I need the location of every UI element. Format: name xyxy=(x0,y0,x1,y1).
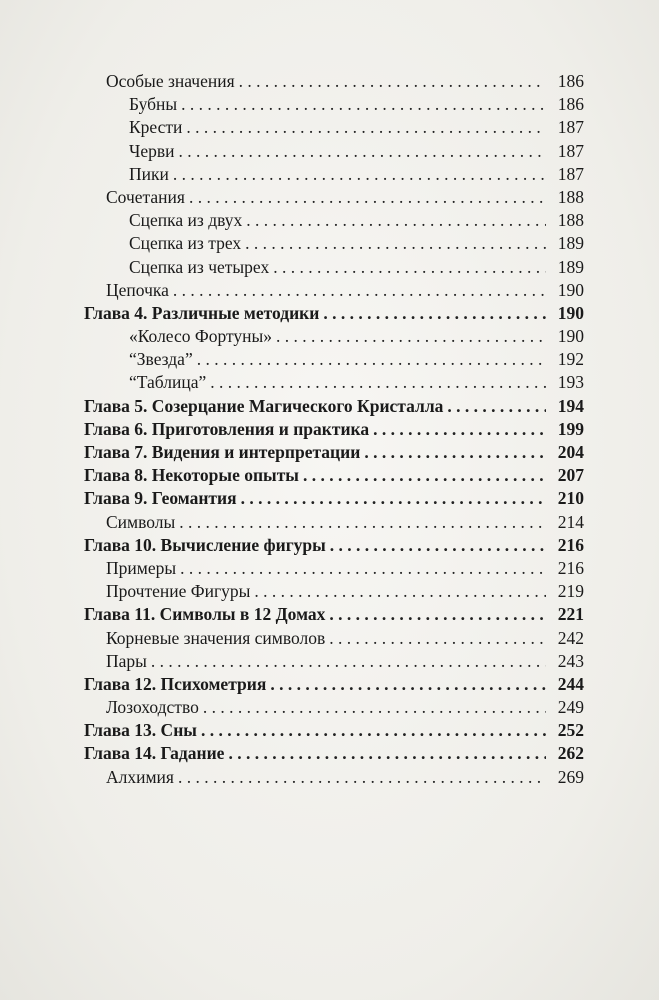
dot-leader xyxy=(228,742,546,765)
toc-section-entry xyxy=(84,627,584,650)
toc-entry-title: Глава 7. Видения и интерпретации xyxy=(84,442,361,462)
toc-entry-title: Черви xyxy=(129,140,175,161)
toc-entry-page-number: 193 xyxy=(557,372,584,393)
dot-leader xyxy=(245,232,546,255)
toc-section-entry xyxy=(84,279,584,302)
dot-leader xyxy=(329,627,546,650)
toc-entry-title: Особые значения xyxy=(106,71,235,91)
dot-leader xyxy=(189,186,546,209)
toc-entry-title: Глава 12. Психометрия xyxy=(84,673,267,694)
toc-entry-page-number: 186 xyxy=(557,94,584,115)
dot-leader xyxy=(364,441,546,464)
toc-section-entry xyxy=(84,696,584,719)
toc-entry-title: Глава 13. Сны xyxy=(84,720,197,741)
toc-entry-page-number: 187 xyxy=(557,117,584,138)
toc-entry-title: Сцепка из четырех xyxy=(129,256,270,277)
toc-entry-page-number: 204 xyxy=(557,442,584,462)
dot-leader xyxy=(329,603,546,626)
toc-chapter-entry xyxy=(84,673,584,696)
toc-section-entry xyxy=(84,650,584,673)
dot-leader xyxy=(203,696,546,719)
toc-entry-page-number: 192 xyxy=(557,349,584,370)
dot-leader xyxy=(373,418,546,441)
toc-section-entry xyxy=(84,511,584,534)
toc-entry-title: Глава 6. Приготовления и практика xyxy=(84,418,370,439)
toc-section-entry xyxy=(84,163,584,186)
toc-entry-page-number: 252 xyxy=(557,720,584,741)
toc-section-entry xyxy=(84,186,584,209)
toc-entry-page-number: 187 xyxy=(557,163,584,184)
toc-entry-title: Прочтение Фигуры xyxy=(106,581,251,602)
dot-leader xyxy=(186,116,546,139)
toc-entry-page-number: 219 xyxy=(557,581,584,602)
toc-entry-page-number: 189 xyxy=(557,233,584,254)
toc-entry-title: Алхимия xyxy=(106,766,174,787)
toc-section-entry xyxy=(84,116,584,139)
toc-entry-title: Пары xyxy=(106,650,147,671)
toc-chapter-entry xyxy=(84,742,584,765)
toc-section-entry xyxy=(84,256,584,279)
toc-entry-title: Глава 11. Символы в 12 Домах xyxy=(84,604,326,625)
toc-entry-title: Символы xyxy=(106,511,176,532)
dot-leader xyxy=(180,557,546,580)
toc-section-entry xyxy=(84,140,584,163)
toc-section-entry xyxy=(84,70,584,93)
dot-leader xyxy=(179,511,546,534)
toc-entry-page-number: 194 xyxy=(557,395,584,416)
toc-chapter-entry xyxy=(84,464,584,487)
toc-section-entry xyxy=(84,325,584,348)
dot-leader xyxy=(323,302,546,325)
toc-entry-page-number: 244 xyxy=(557,673,584,694)
toc-entry-page-number: 216 xyxy=(557,534,584,555)
dot-leader xyxy=(270,673,546,696)
toc-entry-title: Бубны xyxy=(129,94,178,115)
toc-entry-page-number: 187 xyxy=(557,140,584,161)
toc-chapter-entry xyxy=(84,487,584,510)
toc-entry-title: Глава 14. Гадание xyxy=(84,743,225,764)
toc-section-entry xyxy=(84,371,584,394)
toc-entry-page-number: 189 xyxy=(557,256,584,277)
toc-entry-title: Глава 10. Вычисление фигуры xyxy=(84,534,326,555)
toc-entry-page-number: 262 xyxy=(557,743,584,764)
toc-entry-title: «Колесо Фортуны» xyxy=(129,326,273,347)
toc-entry-page-number: 210 xyxy=(557,488,584,509)
toc-entry-page-number: 242 xyxy=(557,627,584,648)
toc-entry-page-number: 216 xyxy=(557,557,584,578)
toc-entry-title: Лозоходство xyxy=(106,697,199,718)
toc-entry-title: Цепочка xyxy=(106,279,169,300)
dot-leader xyxy=(179,140,546,163)
dot-leader xyxy=(181,93,546,116)
dot-leader xyxy=(273,256,546,279)
dot-leader xyxy=(151,650,546,673)
toc-chapter-entry xyxy=(84,302,584,325)
toc-entry-title: Глава 9. Геомантия xyxy=(84,488,237,509)
dot-leader xyxy=(178,766,546,789)
dot-leader xyxy=(447,395,546,418)
dot-leader xyxy=(173,279,546,302)
toc-entry-page-number: 249 xyxy=(557,697,584,718)
toc-section-entry xyxy=(84,348,584,371)
table-of-contents xyxy=(84,70,584,789)
toc-entry-page-number: 188 xyxy=(557,210,584,231)
toc-chapter-entry xyxy=(84,603,584,626)
dot-leader xyxy=(254,580,546,603)
toc-entry-page-number: 190 xyxy=(557,326,584,347)
dot-leader xyxy=(241,487,546,510)
dot-leader xyxy=(201,719,546,742)
dot-leader xyxy=(303,464,546,487)
toc-entry-title: Пики xyxy=(129,163,169,184)
toc-chapter-entry xyxy=(84,719,584,742)
toc-entry-page-number: 243 xyxy=(557,650,584,671)
toc-section-entry xyxy=(84,209,584,232)
toc-entry-title: “Звезда” xyxy=(129,349,193,370)
toc-chapter-entry xyxy=(84,441,584,464)
toc-chapter-entry xyxy=(84,418,584,441)
dot-leader xyxy=(276,325,546,348)
dot-leader xyxy=(197,348,546,371)
toc-section-entry xyxy=(84,232,584,255)
toc-entry-title: Сцепка из трех xyxy=(129,233,242,254)
toc-entry-page-number: 190 xyxy=(557,279,584,300)
toc-entry-title: “Таблица” xyxy=(129,372,207,393)
toc-entry-page-number: 186 xyxy=(557,71,584,91)
toc-entry-page-number: 221 xyxy=(557,604,584,625)
toc-section-entry xyxy=(84,766,584,789)
toc-section-entry xyxy=(84,580,584,603)
dot-leader xyxy=(173,163,546,186)
toc-entry-title: Крести xyxy=(129,117,183,138)
toc-chapter-entry xyxy=(84,534,584,557)
toc-entry-page-number: 214 xyxy=(557,511,584,532)
toc-chapter-entry xyxy=(84,395,584,418)
dot-leader xyxy=(239,70,546,93)
toc-entry-title: Глава 4. Различные методики xyxy=(84,302,320,323)
toc-entry-page-number: 269 xyxy=(557,766,584,787)
dot-leader xyxy=(330,534,546,557)
toc-entry-page-number: 188 xyxy=(557,186,584,207)
toc-entry-title: Корневые значения символов xyxy=(106,627,326,648)
toc-entry-title: Примеры xyxy=(106,557,177,578)
toc-entry-page-number: 190 xyxy=(557,302,584,323)
dot-leader xyxy=(210,371,546,394)
toc-entry-page-number: 207 xyxy=(557,465,584,486)
toc-entry-page-number: 199 xyxy=(557,418,584,439)
toc-entry-title: Сочетания xyxy=(106,186,185,207)
toc-entry-title: Глава 5. Созерцание Магического Кристалла xyxy=(84,395,444,416)
toc-section-entry xyxy=(84,93,584,116)
toc-entry-title: Глава 8. Некоторые опыты xyxy=(84,465,299,486)
toc-section-entry xyxy=(84,557,584,580)
toc-entry-title: Сцепка из двух xyxy=(129,210,243,231)
dot-leader xyxy=(246,209,546,232)
